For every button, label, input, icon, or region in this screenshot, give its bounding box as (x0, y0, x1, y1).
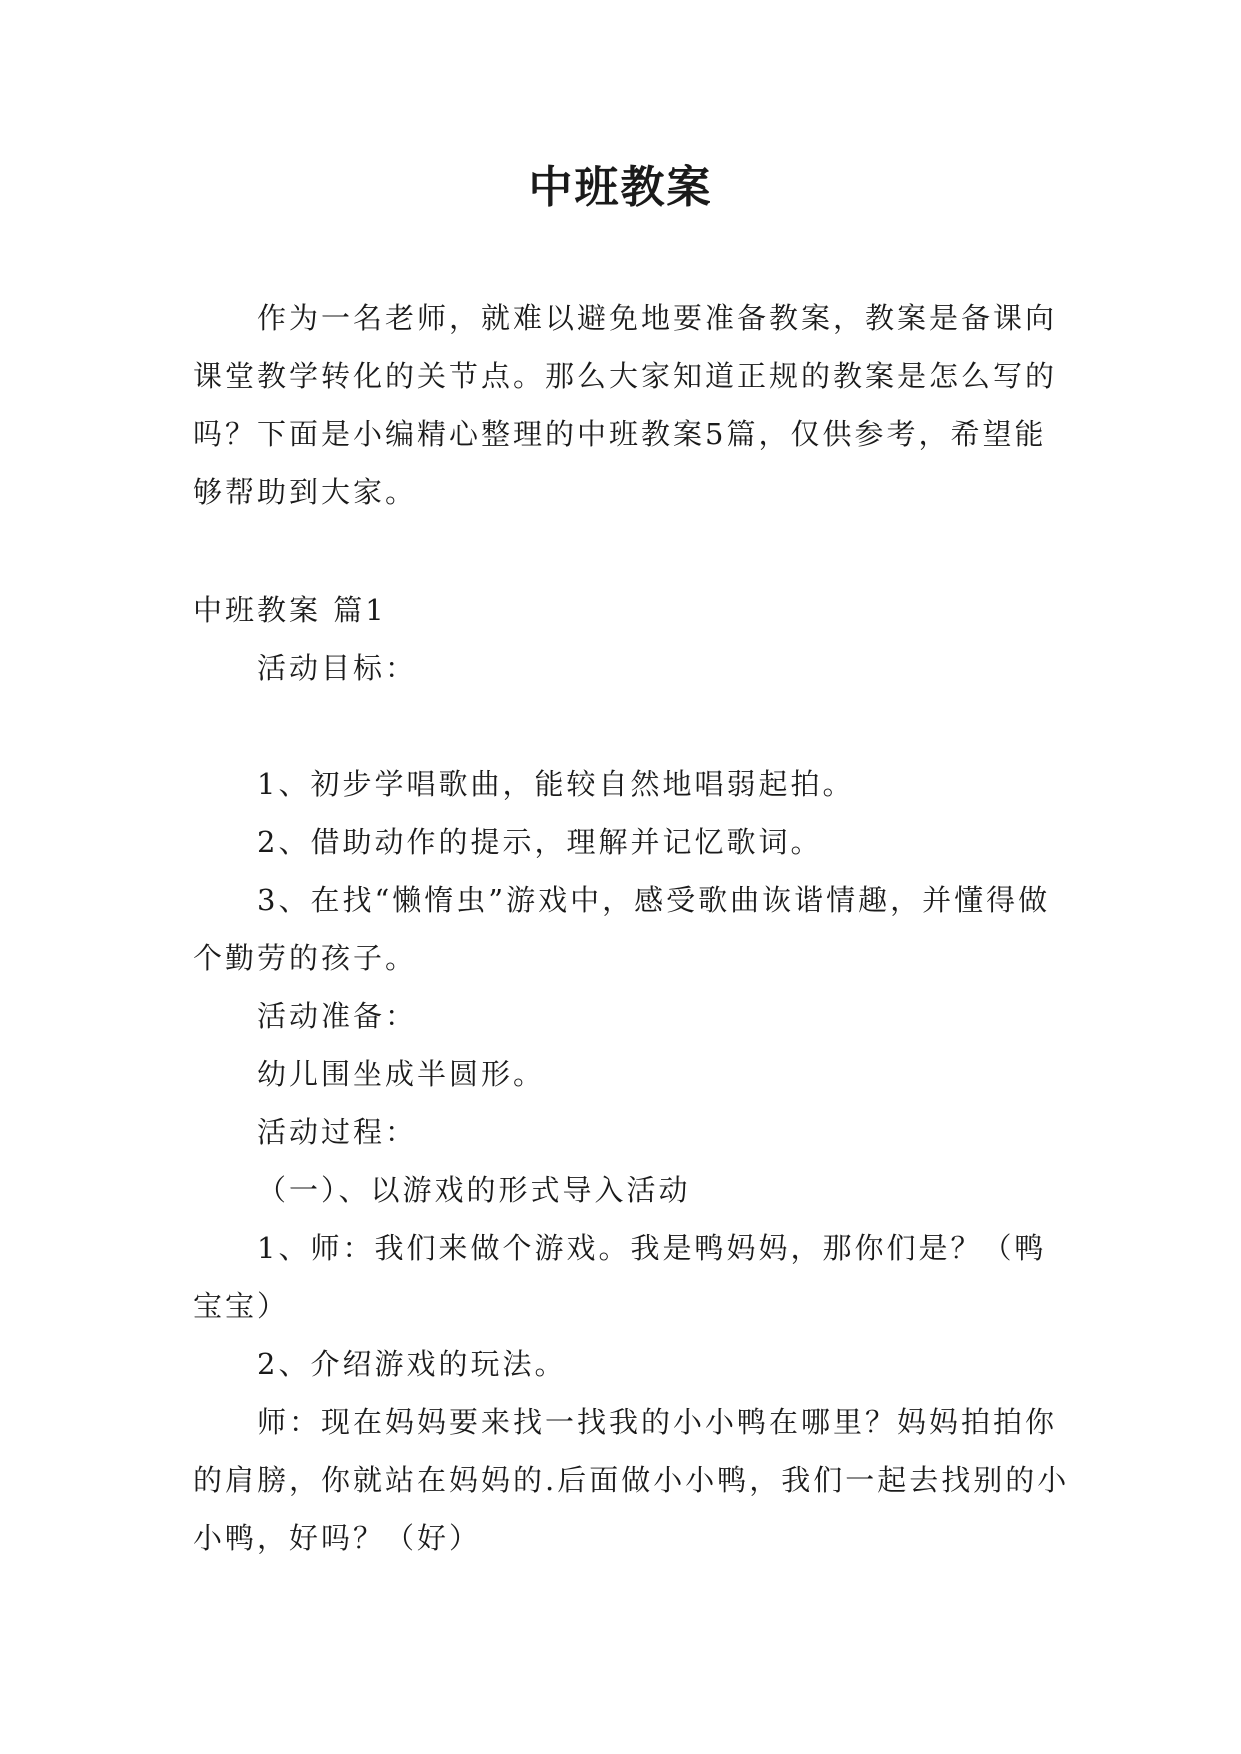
paragraph-goal-3: 3、在找“懒惰虫”游戏中，感受歌曲诙谐情趣，并懂得做个勤劳的孩子。 (193, 883, 1051, 975)
paragraph-step-heading: （一）、以游戏的形式导入活动 (257, 1173, 691, 1207)
paragraph-teacher-dialogue: 师：现在妈妈要来找一找我的小小鸭在哪里？妈妈拍拍你的肩膀，你就站在妈妈的.后面做小小鸭，我们一起去找别的小小鸭，好吗？（好） (193, 1405, 1070, 1555)
intro-paragraph: 作为一名老师，就难以避免地要准备教案，教案是备课向课堂教学转化的关节点。那么大家知道正规的教案是怎么写的吗？下面是小编精心整理的中班教案5篇，仅供参考，希望能够帮助到大家。 (193, 301, 1058, 509)
paragraph-activity-goals-label: 活动目标： (257, 651, 418, 685)
paragraph-step-2: 2、介绍游戏的玩法。 (257, 1347, 567, 1381)
section-heading: 中班教案 篇1 (193, 593, 387, 627)
paragraph-preparation-label: 活动准备： (257, 999, 418, 1033)
lesson-section (193, 581, 1075, 1567)
paragraph-goal-1: 1、初步学唱歌曲，能较自然地唱弱起拍。 (257, 767, 855, 801)
paragraph-goal-2: 2、借助动作的提示，理解并记忆歌词。 (257, 825, 823, 859)
intro-block (193, 289, 1075, 521)
document-title: 中班教案 (528, 162, 713, 213)
paragraph-step-1: 1、师：我们来做个游戏。我是鸭妈妈，那你们是？（鸭宝宝） (193, 1231, 1047, 1323)
paragraph-preparation: 幼儿围坐成半圆形。 (257, 1057, 546, 1091)
paragraph-process-label: 活动过程： (257, 1115, 418, 1149)
